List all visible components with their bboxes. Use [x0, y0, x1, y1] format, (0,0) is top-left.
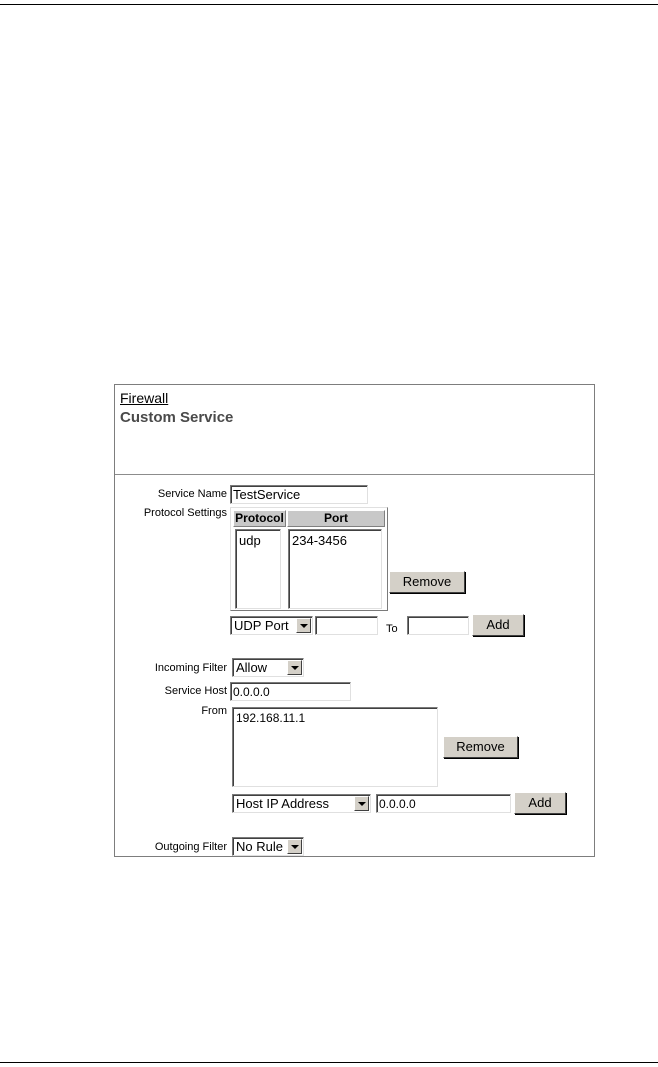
- service-name-label: Service Name: [157, 488, 227, 500]
- protocol-settings-label: Protocol Settings: [143, 507, 227, 519]
- chevron-down-icon: [287, 839, 302, 854]
- page-title: Custom Service: [120, 409, 234, 426]
- port-list-item[interactable]: 234-3456: [292, 533, 347, 548]
- protocol-add-button[interactable]: Add: [472, 614, 524, 636]
- outgoing-filter-label: Outgoing Filter: [154, 841, 227, 853]
- from-address-list[interactable]: [232, 707, 438, 787]
- header-divider: [115, 474, 594, 475]
- incoming-filter-value: Allow: [236, 660, 268, 675]
- page-bottom-rule: [0, 1062, 658, 1063]
- page-top-rule: [0, 4, 658, 5]
- outgoing-filter-value: No Rule: [236, 839, 283, 854]
- from-label: From: [201, 705, 227, 717]
- protocol-type-value: UDP Port: [234, 618, 289, 633]
- incoming-filter-select[interactable]: [232, 658, 304, 677]
- address-input[interactable]: [376, 794, 511, 813]
- port-to-input[interactable]: [407, 616, 469, 635]
- protocol-column-header: Protocol: [233, 510, 286, 527]
- protocol-list-item[interactable]: udp: [239, 533, 261, 548]
- address-type-value: Host IP Address: [236, 796, 329, 811]
- port-column-header: Port: [287, 510, 385, 527]
- protocol-list[interactable]: [235, 529, 281, 609]
- protocol-type-select[interactable]: [230, 616, 313, 635]
- protocol-remove-button[interactable]: Remove: [389, 571, 465, 593]
- service-host-input[interactable]: [230, 682, 351, 701]
- from-add-button[interactable]: Add: [514, 792, 566, 814]
- port-from-input[interactable]: [315, 616, 378, 635]
- port-to-label: To: [386, 623, 398, 635]
- incoming-filter-label: Incoming Filter: [154, 662, 227, 674]
- protocol-table: [230, 507, 388, 611]
- from-address-item[interactable]: 192.168.11.1: [236, 711, 306, 725]
- service-host-label: Service Host: [164, 685, 227, 697]
- port-list[interactable]: [288, 529, 382, 609]
- custom-service-panel: [114, 384, 595, 857]
- breadcrumb-firewall[interactable]: Firewall: [120, 390, 169, 406]
- chevron-down-icon: [287, 660, 302, 675]
- address-type-select[interactable]: [232, 794, 371, 813]
- outgoing-filter-select[interactable]: [232, 837, 304, 856]
- chevron-down-icon: [296, 618, 311, 633]
- chevron-down-icon: [354, 796, 369, 811]
- from-remove-button[interactable]: Remove: [443, 736, 518, 758]
- service-name-input[interactable]: [230, 485, 368, 504]
